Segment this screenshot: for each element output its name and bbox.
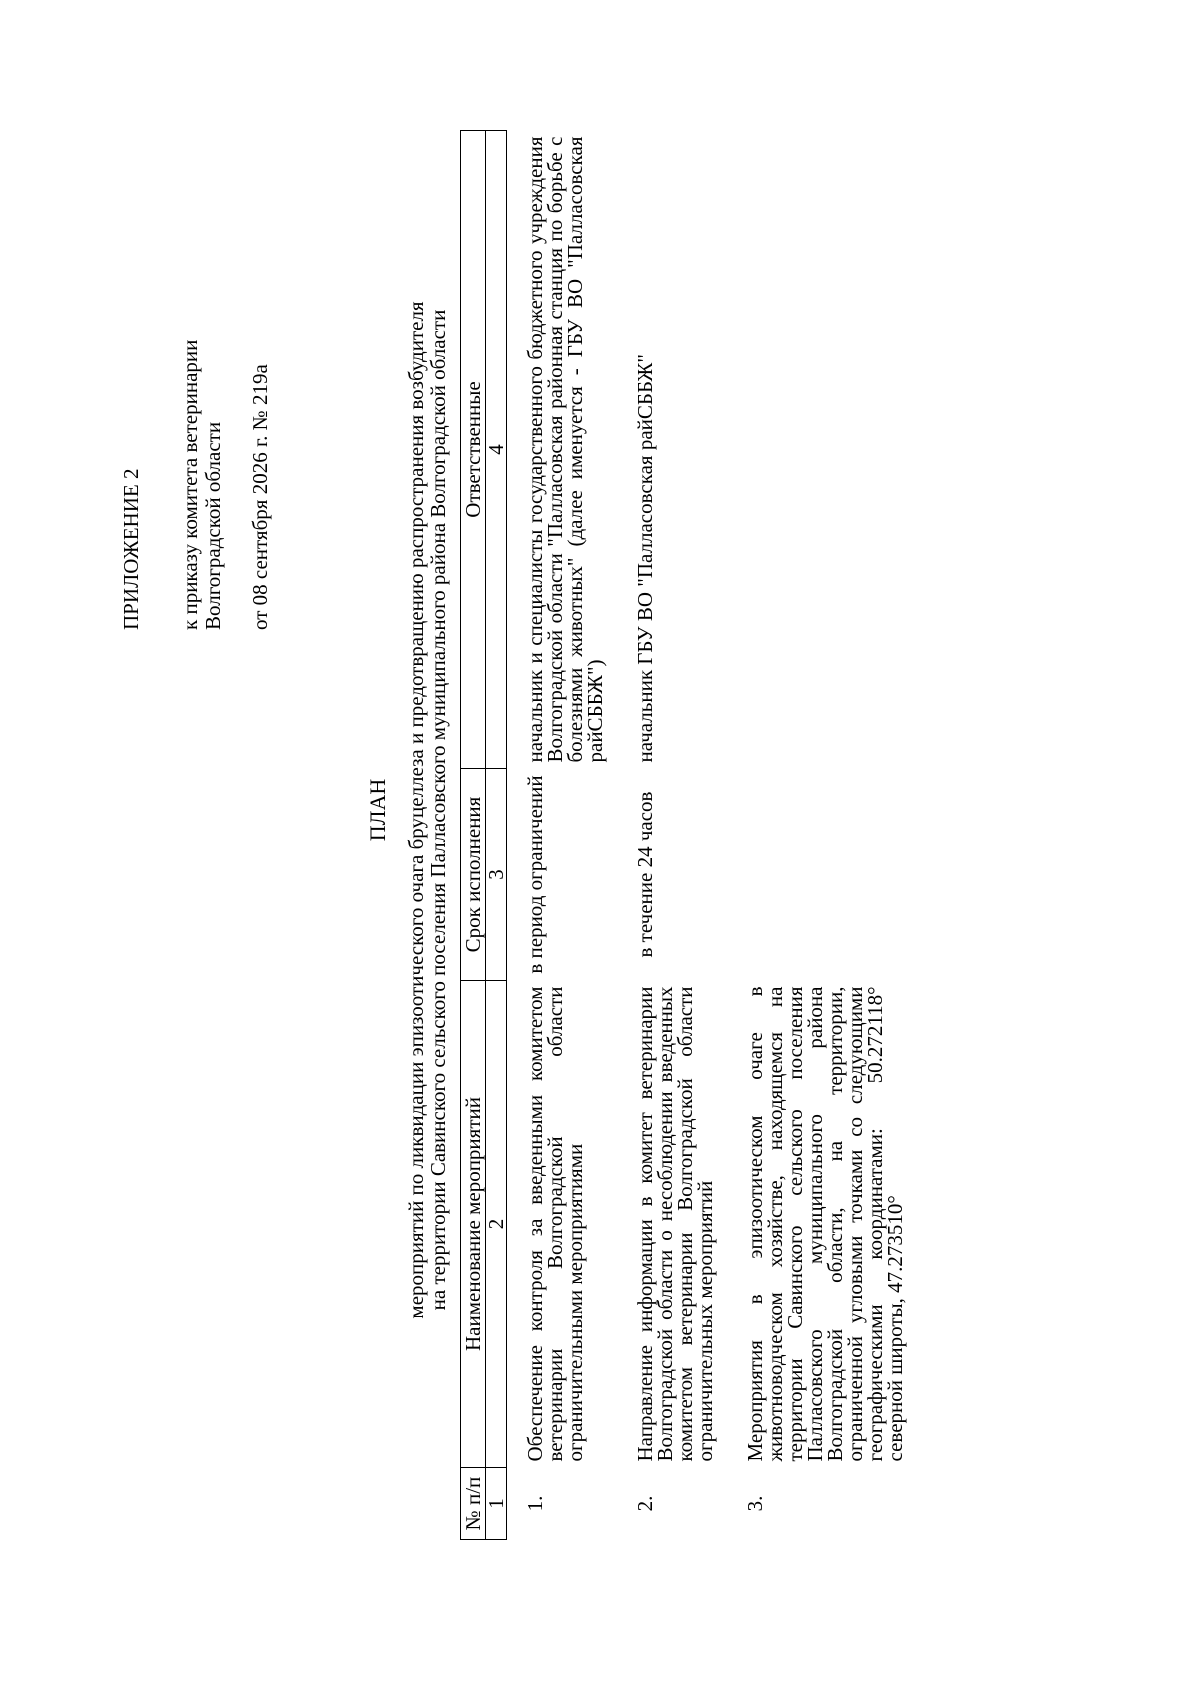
row-term: в течение 24 часов xyxy=(633,791,657,958)
appendix-title: ПРИЛОЖЕНИЕ 2 xyxy=(119,468,143,630)
plan-title: ПЛАН xyxy=(365,778,390,842)
column-number: 2 xyxy=(486,981,507,1468)
row-number: 3. xyxy=(743,1495,767,1512)
table-row xyxy=(617,131,727,1540)
row-number: 1. xyxy=(523,1495,547,1512)
table-column-numbers-row xyxy=(486,131,507,1540)
row-measure: Обеспечение контроля за введенными комитетом ветеринарии Волгоградской области ограничительными мероприятиями xyxy=(523,986,587,1462)
row-measure: Направление информации в комитет ветеринарии Волгоградской области о несоблюдении введенных комитетом ветеринарии Волгоградской области ограничительных мероприятий xyxy=(633,986,717,1462)
row-responsible: начальник ГБУ ВО "Палласовская райСББЖ" xyxy=(633,354,657,763)
appendix-block xyxy=(120,70,272,630)
rotated-document-sheet xyxy=(80,40,1160,1580)
plan-subtitle xyxy=(405,40,449,1580)
plan-subtitle-line-1: мероприятий по ликвидации эпизоотического очага бруцеллеза и предотвращению распространения возбудителя xyxy=(404,301,428,1319)
appendix-region-line: Волгоградской области xyxy=(201,421,225,630)
row-number: 2. xyxy=(633,1495,657,1512)
header-term: Срок исполнения xyxy=(461,769,486,981)
column-number: 1 xyxy=(486,1468,507,1540)
plan-table xyxy=(460,130,917,1540)
column-number: 3 xyxy=(486,769,507,981)
table-row xyxy=(727,131,917,1540)
header-resp: Ответственные xyxy=(461,131,486,769)
header-name: Наименование мероприятий xyxy=(461,981,486,1468)
row-responsible: начальник и специалисты государственного бюджетного учреждения Волгоградской области "Палласовская районная станция по борьбе с болезнями животных" (далее именуется - ГБУ ВО "Палласовская райСББЖ") xyxy=(523,136,607,763)
plan-subtitle-line-2: на территории Савинского сельского поселения Палласовского муниципального района Волгоградской области xyxy=(426,309,450,1311)
row-responsible xyxy=(727,131,917,769)
row-measure: Мероприятия в эпизоотическом очаге в животноводческом хозяйстве, находящемся на территории Савинского сельского поселения Палласовского муниципального района Волгоградской области, на территории, ограниченной угловыми точками со следующими географическими координатами: 50.272118° северной широты, 47.273510° xyxy=(743,986,907,1462)
row-term xyxy=(727,769,917,981)
table-header-row xyxy=(461,131,486,1540)
table-row xyxy=(507,131,618,1540)
appendix-order-line: к приказу комитета ветеринарии xyxy=(178,339,202,630)
appendix-date: от 08 сентября 2026 г. № 219а xyxy=(248,364,272,630)
row-term: в период ограничений xyxy=(523,775,547,974)
header-num: № п/п xyxy=(461,1468,486,1540)
column-number: 4 xyxy=(486,131,507,769)
